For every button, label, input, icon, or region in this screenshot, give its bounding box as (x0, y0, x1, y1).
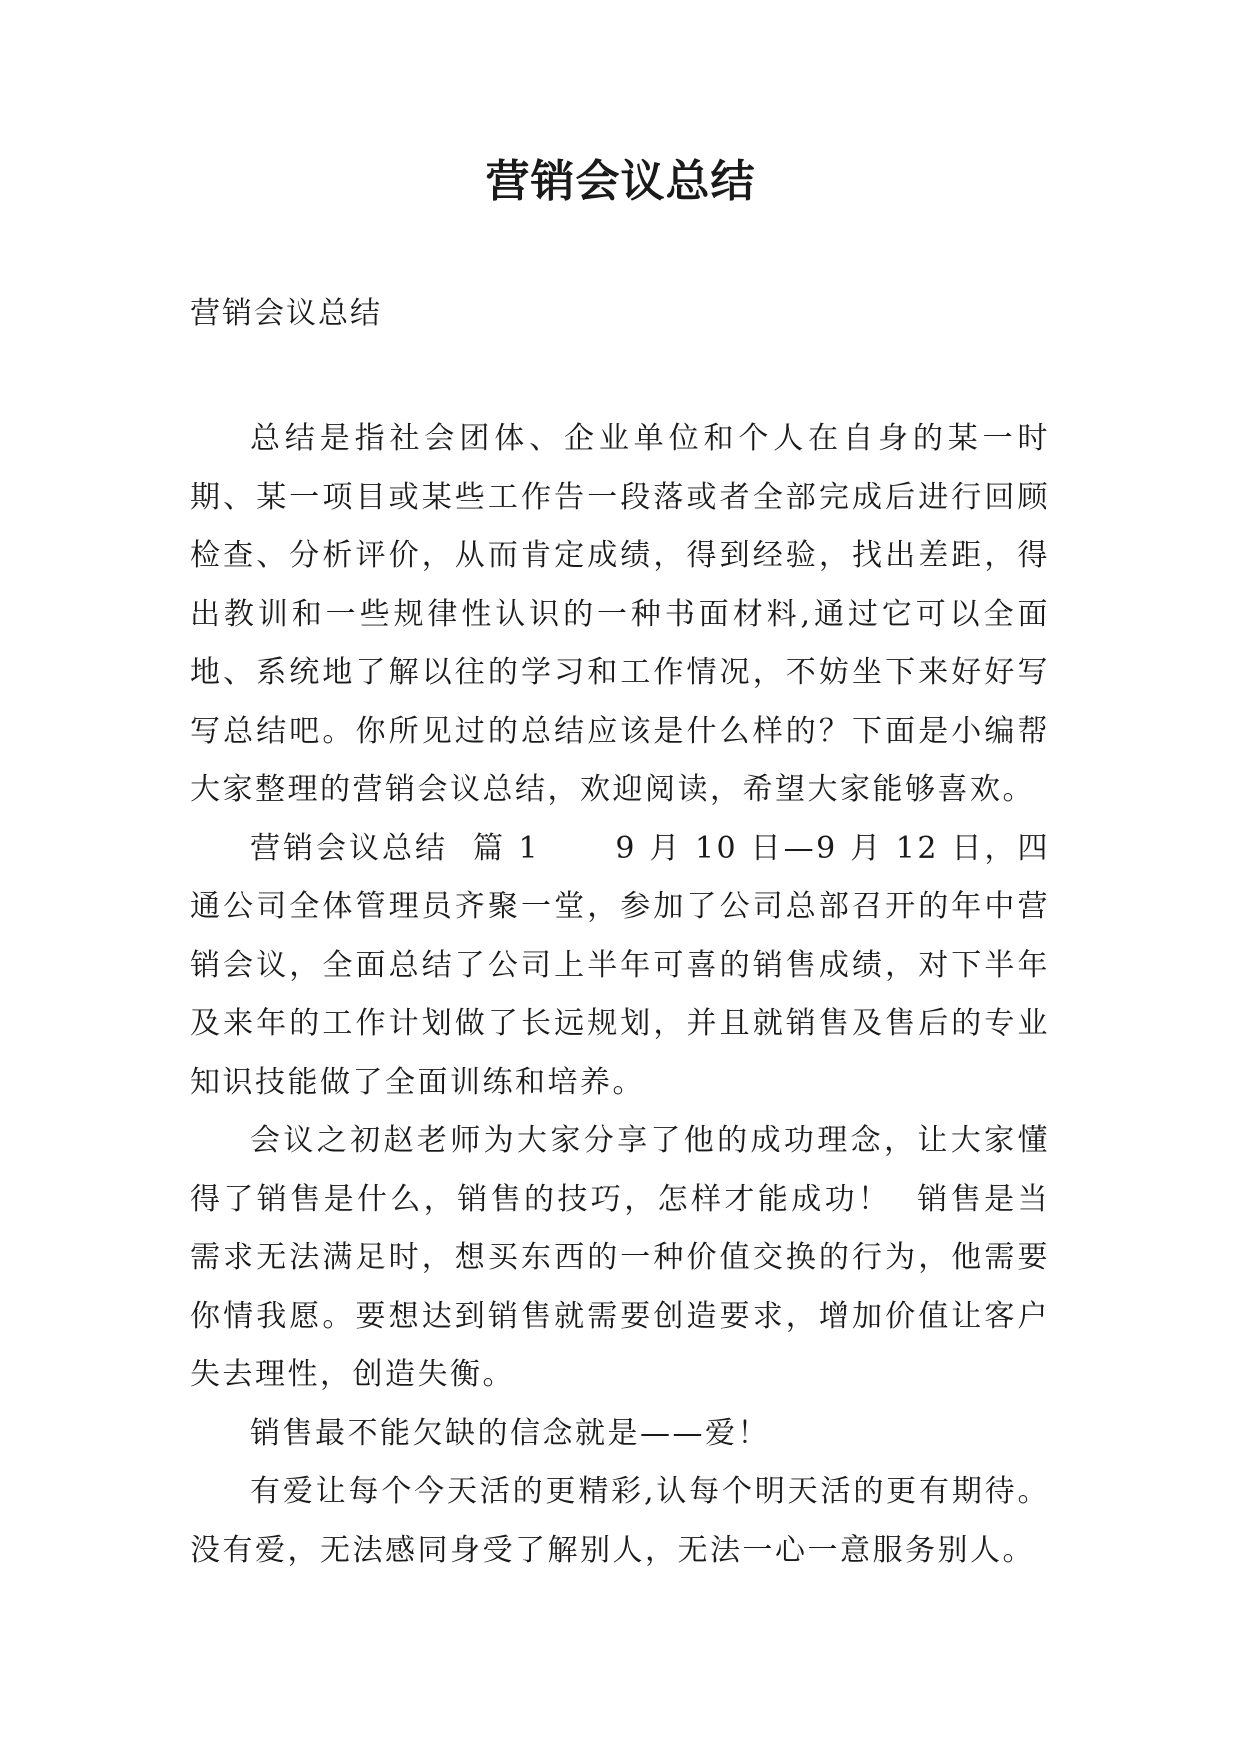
paragraph-love: 有爱让每个今天活的更精彩,认每个明天活的更有期待。没有爱，无法感同身受了解别人，无法一心一意服务别人。 (190, 1474, 1050, 1568)
document-body (190, 410, 1050, 1580)
document-subtitle: 营销会议总结 (190, 296, 382, 331)
document-title: 营销会议总结 (485, 156, 756, 207)
paragraph-belief: 销售最不能欠缺的信念就是——爱！ (250, 1415, 770, 1451)
paragraph-part-1: 营销会议总结 篇 1 9 月 10 日—9 月 12 日，四通公司全体管理员齐聚一堂，参加了公司总部召开的年中营销会议，全面总结了公司上半年可喜的销售成绩，对下半年及来年的工作计划做了长远规划，并且就销售及售后的专业知识技能做了全面训练和培养。 (190, 830, 1050, 1100)
paragraph-intro: 总结是指社会团体、企业单位和个人在自身的某一时期、某一项目或某些工作告一段落或者全部完成后进行回顾检查、分析评价，从而肯定成绩，得到经验，找出差距，得出教训和一些规律性认识的一种书面材料,通过它可以全面地、系统地了解以往的学习和工作情况，不妨坐下来好好写写总结吧。你所见过的总结应该是什么样的？下面是小编帮大家整理的营销会议总结，欢迎阅读，希望大家能够喜欢。 (190, 421, 1050, 807)
paragraph-meeting-opening: 会议之初赵老师为大家分享了他的成功理念，让大家懂得了销售是什么，销售的技巧，怎样才能成功！ 销售是当需求无法满足时，想买东西的一种价值交换的行为，他需要你情我愿。要想达到销售就需要创造要求，增加价值让客户失去理性，创造失衡。 (190, 1123, 1050, 1392)
